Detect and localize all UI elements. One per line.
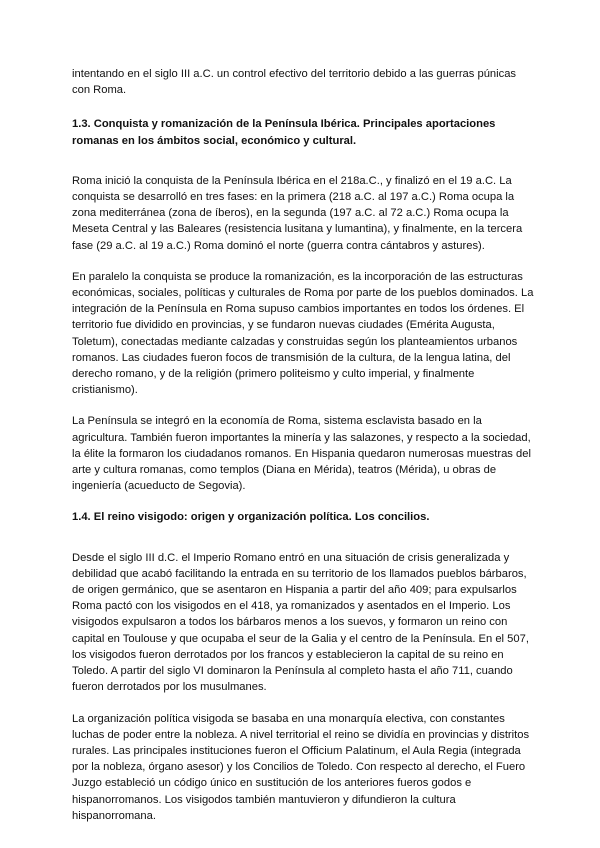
- section-heading-1-4: 1.4. El reino visigodo: origen y organización política. Los concilios.: [72, 511, 430, 524]
- section-heading-1-3: 1.3. Conquista y romanización de la Península Ibérica. Principales aportaciones romanas en los ámbitos social, económico y cultural.: [72, 118, 496, 147]
- paragraph-economia: La Península se integró en la economía de Roma, sistema esclavista basado en la agricultura. También fueron importantes la minería y las salazones, y respecto a la sociedad, la élite la formaron los ciudadanos romanos. En Hispania quedaron numerosas muestras del arte y cultura romanas, como templos (Diana en Mérida), teatros (Mérida), u obras de ingeniería (acueducto de Segovia).: [72, 415, 531, 493]
- intro-paragraph: intentando en el siglo III a.C. un control efectivo del territorio debido a las guerras púnicas con Roma.: [72, 68, 517, 97]
- paragraph-organizacion-politica: La organización política visigoda se basaba en una monarquía electiva, con constantes luchas de poder entre la nobleza. A nivel territorial el reino se dividía en provincias y distritos rurales. Las principales instituciones fueron el Officium Palatinum, el Aula Regia (integrada por la nobleza, órgano asesor) y los Concilios de Toledo. Con respecto al derecho, el Fuero Juzgo estableció un código único en sustitución de los anteriores fueros godos e hispanorromanos. Los visigodos también mantuvieron y difundieron la cultura hispanorromana.: [72, 712, 530, 822]
- paragraph-conquista: Roma inició la conquista de la Península Ibérica en el 218a.C., y finalizó en el 19 a.C. La conquista se desarrolló en tres fases: en la primera (218 a.C. al 197 a.C.) Roma ocupa la zona mediterránea (zona de íberos), en la segunda (197 a.C. al 72 a.C.) Roma ocupa la Meseta Central y las Baleares (resistencia lusitana y lumantina), y finalmente, en la tercera fase (29 a.C. al 19 a.C.) Roma dominó el norte (guerra contra cántabros y astures).: [72, 174, 523, 252]
- document-page: [72, 66, 534, 824]
- paragraph-romanizacion: En paralelo la conquista se produce la romanización, es la incorporación de las estructuras económicas, sociales, políticas y culturales de Roma por parte de los pueblos dominados. La integración de la Península en Roma supuso cambios importantes en todos los órdenes. El territorio fue dividido en provincias, y se fundaron nuevas ciudades (Emérita Augusta, Toletum), conectadas mediante calzadas y construidas según los planteamientos urbanos romanos. Las ciudades fueron focos de transmisión de la cultura, de la lengua latina, del derecho romano, y de la religión (primero politeismo y culto imperial, y finalmente cristianismo).: [72, 270, 534, 397]
- paragraph-origen-visigodo: Desde el siglo III d.C. el Imperio Romano entró en una situación de crisis generalizada y debilidad que acabó facilitando la entrada en su territorio de los llamados pueblos bárbaros, de origen germánico, que se asentaron en Hispania a partir del año 409; para expulsarlos Roma pactó con los visigodos en el 418, ya romanizados y asentados en el Imperio. Los visigodos expulsaron a todos los bárbaros menos a los suevos, y formaron un reino con capital en Toulouse y que ocupaba el seur de la Galia y el centro de la Península. En el 507, los visigodos fueron derrotados por los francos y establecieron la capital de su reino en Toledo. A partir del siglo VI dominaron la Península al completo hasta el año 711, cuando fueron derrotados por los musulmanes.: [72, 551, 529, 694]
